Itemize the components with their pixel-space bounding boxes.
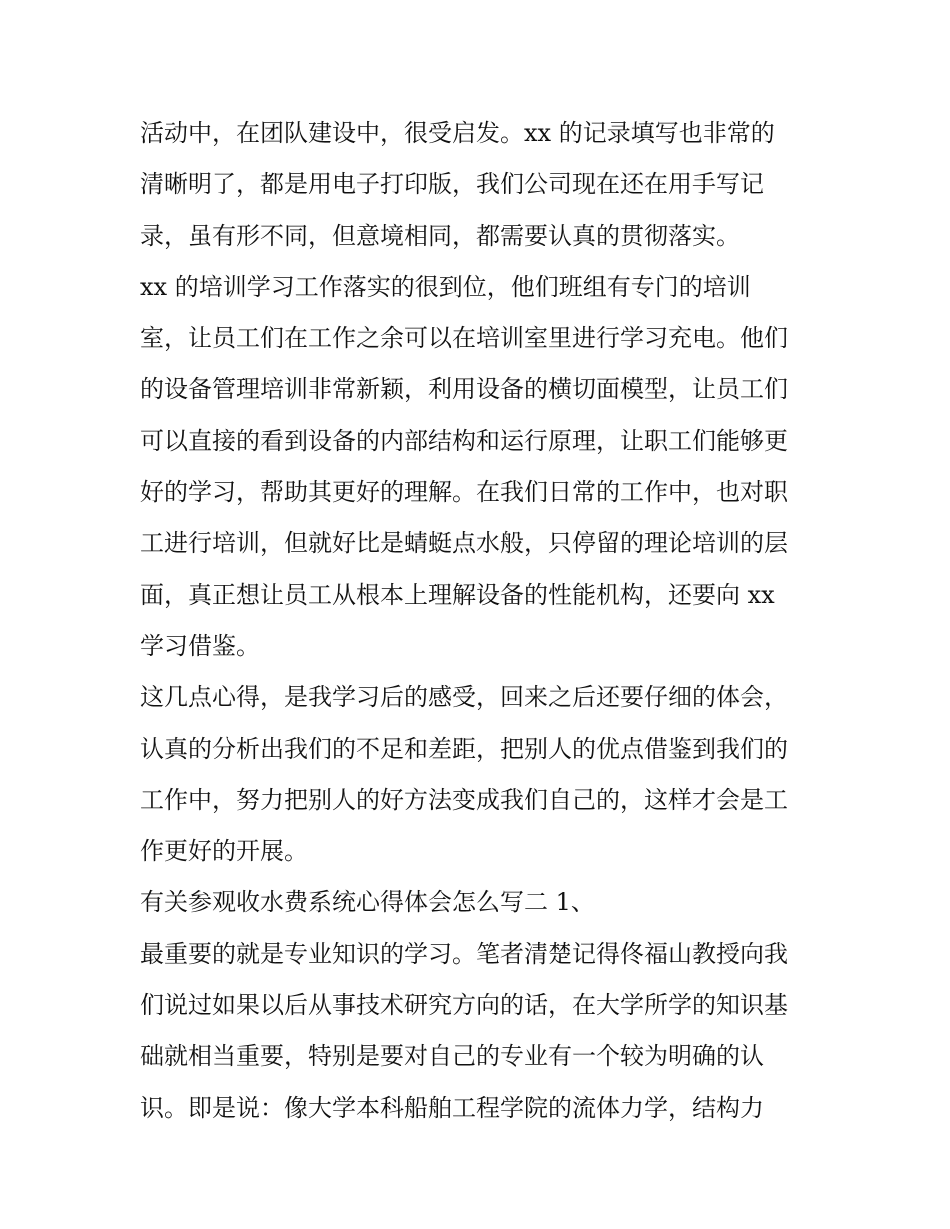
text-line: 室，让员工们在工作之余可以在培训室里进行学习充电。他们 <box>140 324 788 353</box>
text-line: 认真的分析出我们的不足和差距，把别人的优点借鉴到我们的 <box>140 734 788 763</box>
text-line: 学习借鉴。 <box>140 631 260 660</box>
text-line: xx 的培训学习工作落实的很到位，他们班组有专门的培训 <box>140 272 751 301</box>
text-line: 面，真正想让员工从根本上理解设备的性能机构，还要向 xx <box>140 580 775 609</box>
section-heading: 有关参观收水费系统心得体会怎么写二 1、 <box>140 888 595 917</box>
text-line: 础就相当重要，特别是要对自己的专业有一个较为明确的认 <box>140 1042 764 1071</box>
text-line: 好的学习，帮助其更好的理解。在我们日常的工作中，也对职 <box>140 478 788 507</box>
text-line: 的设备管理培训非常新颖，利用设备的横切面模型，让员工们 <box>140 375 788 404</box>
text-line: 识。即是说：像大学本科船舶工程学院的流体力学，结构力 <box>140 1093 764 1122</box>
text-line: 们说过如果以后从事技术研究方向的话，在大学所学的知识基 <box>140 991 788 1020</box>
text-line: 清晰明了，都是用电子打印版，我们公司现在还在用手写记 <box>140 170 764 199</box>
text-line: 活动中，在团队建设中，很受启发。xx 的记录填写也非常的 <box>140 119 775 147</box>
text-line: 录，虽有形不同，但意境相同，都需要认真的贯彻落实。 <box>140 221 740 250</box>
document-body <box>140 108 820 1134</box>
text-line: 这几点心得，是我学习后的感受，回来之后还要仔细的体会， <box>140 683 788 712</box>
text-line: 可以直接的看到设备的内部结构和运行原理，让职工们能够更 <box>140 426 788 455</box>
text-line: 作更好的开展。 <box>140 837 308 866</box>
text-line: 工作中，努力把别人的好方法变成我们自己的，这样才会是工 <box>140 785 788 814</box>
text-line: 最重要的就是专业知识的学习。笔者清楚记得佟福山教授向我 <box>140 939 788 968</box>
text-line: 工进行培训，但就好比是蜻蜓点水般，只停留的理论培训的层 <box>140 529 788 558</box>
